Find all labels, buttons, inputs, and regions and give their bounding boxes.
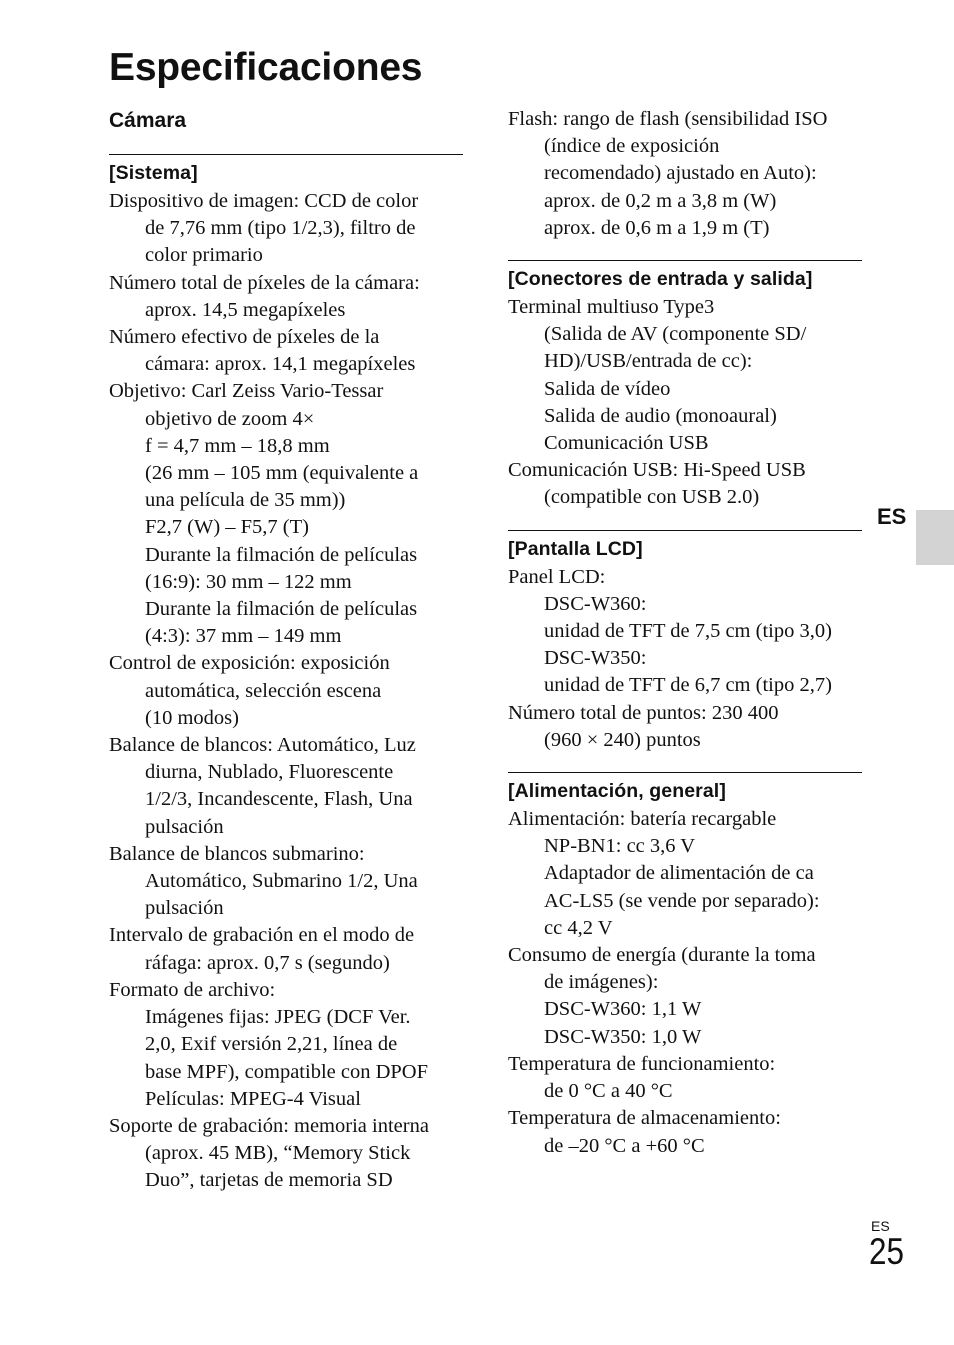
spec-line: de imágenes): bbox=[544, 971, 659, 994]
spec-line: (10 modos) bbox=[145, 706, 239, 729]
spec-line: 2,0, Exif versión 2,21, línea de bbox=[145, 1033, 398, 1056]
spec-line: pulsación bbox=[145, 897, 224, 920]
spec-line: Salida de vídeo bbox=[544, 377, 671, 400]
spec-line: (aprox. 45 MB), “Memory Stick bbox=[145, 1142, 411, 1165]
language-tab-label: ES bbox=[877, 504, 907, 529]
spec-line: Control de exposición: exposición bbox=[109, 652, 390, 675]
spec-line: (4:3): 37 mm – 149 mm bbox=[145, 625, 342, 648]
spec-line: Imágenes fijas: JPEG (DCF Ver. bbox=[145, 1006, 411, 1029]
spec-line: objetivo de zoom 4× bbox=[145, 407, 315, 430]
spec-line: base MPF), compatible con DPOF bbox=[145, 1060, 428, 1083]
spec-line: (960 × 240) puntos bbox=[544, 728, 701, 751]
section-conectores bbox=[508, 260, 868, 512]
page-number: 25 bbox=[869, 1231, 904, 1272]
spec-line: Duo”, tarjetas de memoria SD bbox=[145, 1169, 393, 1192]
spec-line: Soporte de grabación: memoria interna bbox=[109, 1114, 429, 1137]
language-tab bbox=[916, 510, 954, 565]
spec-line: aprox. 14,5 megapíxeles bbox=[145, 298, 346, 321]
spec-line: color primario bbox=[145, 244, 263, 267]
section-heading: [Alimentación, general] bbox=[508, 780, 726, 803]
section-alimentacion bbox=[508, 772, 868, 1160]
spec-line: (Salida de AV (componente SD/ bbox=[544, 323, 807, 346]
section-sistema bbox=[109, 154, 469, 1195]
spec-line: DSC-W350: bbox=[544, 647, 647, 670]
spec-line: Temperatura de almacenamiento: bbox=[508, 1107, 781, 1130]
spec-line: (índice de exposición bbox=[544, 135, 720, 158]
spec-line: NP-BN1: cc 3,6 V bbox=[544, 835, 696, 858]
spec-line: de 7,76 mm (tipo 1/2,3), filtro de bbox=[145, 217, 416, 240]
spec-line: 1/2/3, Incandescente, Flash, Una bbox=[145, 788, 413, 811]
spec-line: Número total de píxeles de la cámara: bbox=[109, 271, 420, 294]
spec-line: Temperatura de funcionamiento: bbox=[508, 1052, 776, 1075]
spec-line: una película de 35 mm)) bbox=[145, 489, 346, 512]
spec-line: Durante la filmación de películas bbox=[145, 543, 418, 566]
spec-line: Objetivo: Carl Zeiss Vario-Tessar bbox=[109, 380, 384, 403]
spec-line: Consumo de energía (durante la toma bbox=[508, 944, 816, 967]
spec-line: Salida de audio (monoaural) bbox=[544, 404, 777, 427]
spec-line: DSC-W350: 1,0 W bbox=[544, 1025, 702, 1048]
spec-line: HD)/USB/entrada de cc): bbox=[544, 350, 753, 373]
section-subtitle: Cámara bbox=[109, 109, 187, 132]
spec-line: (26 mm – 105 mm (equivalente a bbox=[145, 462, 419, 485]
spec-line: Automático, Submarino 1/2, Una bbox=[145, 870, 418, 893]
spec-line: Intervalo de grabación en el modo de bbox=[109, 924, 415, 947]
footer-language: ES bbox=[871, 1218, 890, 1234]
section-pantalla bbox=[508, 530, 868, 754]
spec-line: DSC-W360: bbox=[544, 592, 647, 615]
spec-line: Terminal multiuso Type3 bbox=[508, 296, 715, 319]
spec-line: ráfaga: aprox. 0,7 s (segundo) bbox=[145, 951, 390, 974]
spec-line: cc 4,2 V bbox=[544, 916, 613, 939]
spec-line: aprox. de 0,6 m a 1,9 m (T) bbox=[544, 216, 770, 239]
spec-line: DSC-W360: 1,1 W bbox=[544, 998, 702, 1021]
spec-line: Panel LCD: bbox=[508, 565, 606, 588]
spec-line: aprox. de 0,2 m a 3,8 m (W) bbox=[544, 189, 777, 212]
section-heading: [Sistema] bbox=[109, 162, 198, 184]
spec-line: diurna, Nublado, Fluorescente bbox=[145, 761, 394, 784]
spec-line: Durante la filmación de películas bbox=[145, 598, 418, 621]
spec-line: Formato de archivo: bbox=[109, 978, 276, 1001]
spec-line: F2,7 (W) – F5,7 (T) bbox=[145, 516, 309, 539]
spec-line: de –20 °C a +60 °C bbox=[544, 1134, 705, 1157]
spec-line: Flash: rango de flash (sensibilidad ISO bbox=[508, 108, 828, 130]
spec-line: (compatible con USB 2.0) bbox=[544, 486, 760, 509]
spec-line: de 0 °C a 40 °C bbox=[544, 1080, 673, 1103]
spec-line: Alimentación: batería recargable bbox=[508, 808, 777, 831]
section-heading: [Conectores de entrada y salida] bbox=[508, 268, 813, 291]
spec-line: recomendado) ajustado en Auto): bbox=[544, 162, 817, 185]
section-heading: [Pantalla LCD] bbox=[508, 537, 643, 560]
right-column bbox=[508, 106, 868, 1160]
page-title: Especificaciones bbox=[109, 46, 423, 89]
spec-line: Balance de blancos: Automático, Luz bbox=[109, 734, 416, 757]
spec-line: pulsación bbox=[145, 815, 224, 838]
spec-line: Dispositivo de imagen: CCD de color bbox=[109, 190, 419, 212]
spec-line: Comunicación USB bbox=[544, 432, 709, 455]
left-column bbox=[109, 106, 469, 1195]
spec-line: unidad de TFT de 7,5 cm (tipo 3,0) bbox=[544, 620, 832, 643]
spec-line: Películas: MPEG-4 Visual bbox=[145, 1087, 361, 1110]
spec-line: f = 4,7 mm – 18,8 mm bbox=[145, 434, 330, 457]
spec-line: Balance de blancos submarino: bbox=[109, 842, 365, 865]
spec-line: cámara: aprox. 14,1 megapíxeles bbox=[145, 353, 416, 376]
spec-line: (16:9): 30 mm – 122 mm bbox=[145, 570, 352, 593]
spec-line: unidad de TFT de 6,7 cm (tipo 2,7) bbox=[544, 674, 832, 697]
section-flash bbox=[508, 106, 868, 242]
spec-line: automática, selección escena bbox=[145, 679, 382, 702]
spec-line: Adaptador de alimentación de ca bbox=[544, 862, 814, 885]
spec-line: Número efectivo de píxeles de la bbox=[109, 326, 380, 349]
spec-line: AC-LS5 (se vende por separado): bbox=[544, 889, 820, 912]
spec-line: Comunicación USB: Hi-Speed USB bbox=[508, 459, 806, 482]
spec-line: Número total de puntos: 230 400 bbox=[508, 701, 779, 724]
